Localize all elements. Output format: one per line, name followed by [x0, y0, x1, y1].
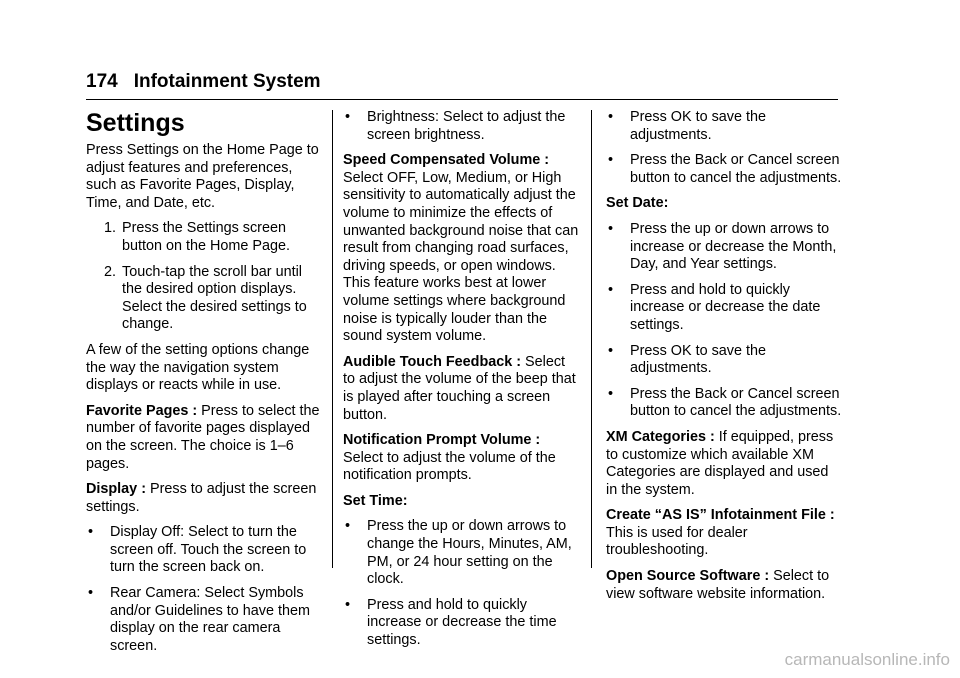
- step-text: Touch-tap the scroll bar until the desired option displays. Select the desired settings to change.: [122, 263, 307, 333]
- step-number: 2.: [103, 263, 116, 280]
- list-item: [343, 109, 580, 144]
- intro-paragraph: Press Settings on the Home Page to adjust features and preferences, such as Favorite Pages, Display, Time, and Date, etc.: [86, 142, 319, 211]
- list-item: [606, 221, 843, 274]
- definition-speed-compensated-volume: [343, 152, 580, 346]
- definition-notification-prompt-volume: [343, 432, 580, 485]
- column-divider: [332, 110, 333, 568]
- definition: Press to select the number of favorite pages displayed on the screen. The choice is 1–6 pages.: [86, 402, 320, 472]
- definition-display: [86, 481, 323, 516]
- column-1: [86, 109, 323, 663]
- definition: Select OFF, Low, Medium, or High sensitivity to automatically adjust the volume to minimize the effects of unwanted background noise that can result from changing road surfaces, driving speeds, or open windows. This feature works best at lower volume settings where background noise is typically louder than the sound system volume.: [343, 169, 579, 345]
- watermark: carmanualsonline.info: [784, 650, 950, 669]
- section-title: Settings: [86, 109, 185, 137]
- definition-favorite-pages: [86, 403, 323, 473]
- column-3: [606, 109, 843, 611]
- bullet-icon: •: [608, 281, 614, 298]
- bullet-text: Press the up or down arrows to change the Hours, Minutes, AM, PM, or 24 hour setting on the clock.: [367, 518, 572, 588]
- term: Audible Touch Feedback :: [343, 353, 522, 370]
- chapter-title: Infotainment System: [133, 71, 321, 92]
- list-item: [86, 524, 323, 577]
- bullet-icon: •: [608, 220, 614, 237]
- bullet-text: Press and hold to quickly increase or decrease the time settings.: [367, 596, 557, 649]
- step-text: Press the Settings screen button on the Home Page.: [122, 220, 291, 254]
- term: Open Source Software :: [606, 568, 770, 585]
- step-number: 1.: [103, 220, 116, 237]
- bullet-text: Press and hold to quickly increase or decrease the date settings.: [630, 281, 821, 333]
- list-item: [86, 585, 323, 655]
- definition: Press to adjust the screen settings.: [86, 481, 317, 515]
- page-header: [86, 70, 321, 94]
- list-item: [86, 220, 323, 255]
- column-2: [343, 109, 580, 658]
- set-date-heading: Set Date:: [606, 195, 669, 212]
- bullet-icon: •: [608, 385, 614, 402]
- term: Speed Compensated Volume :: [343, 152, 550, 169]
- definition: This is used for dealer troubleshooting.: [606, 524, 748, 559]
- bullet-text: Brightness: Select to adjust the screen brightness.: [367, 109, 566, 143]
- bullet-text: Display Off: Select to turn the screen off. Touch the screen to turn the screen back on.: [110, 524, 307, 576]
- bullet-text: Press the up or down arrows to increase or decrease the Month, Day, and Year settings.: [630, 220, 837, 273]
- bullet-icon: •: [608, 342, 614, 359]
- definition: Select to adjust the volume of the notification prompts.: [343, 449, 556, 484]
- list-item: [606, 109, 843, 144]
- list-item: [86, 264, 323, 334]
- bullet-icon: •: [345, 109, 351, 125]
- list-item: [606, 282, 843, 335]
- paragraph: A few of the setting options change the way the navigation system displays or reacts while in use.: [86, 341, 310, 394]
- term: XM Categories :: [606, 428, 715, 445]
- term: Create “AS IS” Infotainment File :: [606, 507, 835, 524]
- definition-audible-touch-feedback: [343, 354, 580, 424]
- definition-xm-categories: [606, 429, 843, 499]
- list-item: [606, 386, 843, 421]
- bullet-text: Press the Back or Cancel screen button to cancel the adjustments.: [630, 385, 842, 420]
- list-item: [343, 597, 580, 650]
- bullet-text: Press the Back or Cancel screen button to cancel the adjustments.: [630, 152, 842, 186]
- header-rule: [86, 99, 838, 100]
- list-item: [606, 152, 843, 187]
- bullet-text: Rear Camera: Select Symbols and/or Guidelines to have them display on the rear camera screen.: [110, 585, 310, 654]
- bullet-icon: •: [608, 152, 614, 169]
- definition-open-source-software: [606, 568, 843, 603]
- definition-create-as-is-file: [606, 507, 843, 560]
- bullet-icon: •: [608, 109, 614, 125]
- bullet-icon: •: [345, 518, 351, 535]
- page-number: 174: [86, 71, 118, 92]
- term: Favorite Pages :: [86, 402, 198, 419]
- bullet-text: Press OK to save the adjustments.: [630, 109, 766, 143]
- bullet-icon: •: [88, 524, 94, 541]
- bullet-icon: •: [345, 596, 351, 613]
- definition: If equipped, press to customize which available XM Categories are displayed and used in the system.: [606, 428, 834, 498]
- term: Display :: [86, 481, 146, 498]
- term: Notification Prompt Volume :: [343, 432, 541, 449]
- set-time-heading: Set Time:: [343, 492, 408, 509]
- bullet-text: Press OK to save the adjustments.: [630, 342, 766, 377]
- bullet-icon: •: [88, 585, 94, 602]
- definition: Select to adjust the volume of the beep that is played after touching a screen button.: [343, 353, 576, 423]
- definition: Select to view software website information.: [606, 568, 830, 602]
- list-item: [343, 518, 580, 588]
- column-divider: [591, 110, 592, 568]
- list-item: [606, 343, 843, 378]
- steps-list: [86, 220, 323, 334]
